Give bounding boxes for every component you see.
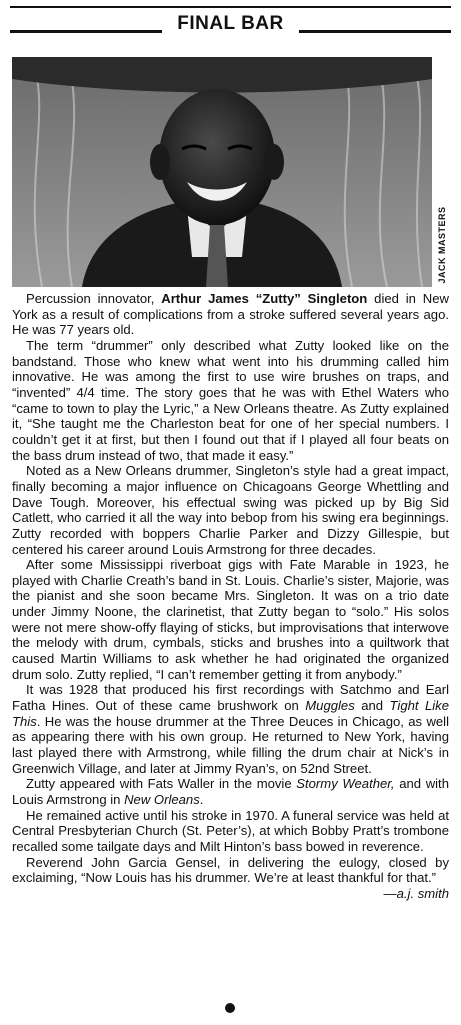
movie-title: New Orleans [124,792,200,807]
paragraph-4: After some Mississippi riverboat gigs with Fate Marable in 1923, he played with Charlie Creath’s band in St. Louis. Charlie’s sister, Majorie, was the pianist and she soon became Mrs. Singleton. It was on a trio date under Jimmy Noone, the clarinetist, that Zutty began to “solo.” His solos were not mere show-offy flaying of sticks, but improvisations that interwove the melody with drum, cymbals, sticks and brushes into a quiltwork that caused Martin Williams to ask whether he had originated the organized drum solo. Zutty replied, “I can’t remember getting it from anybody.” [12,557,449,682]
paragraph-2: The term “drummer” only described what Zutty looked like on the bandstand. Those who knew what went into his drumming called him innovative. He was among the first to use wire brushes on traps, and “invented” 4/4 time. The story goes that he was with Ethel Waters who “came to town to play the Lyric,” a New Orleans theatre. As Zutty explained it, “She taught me the Charleston beat for one of her special numbers. I couldn’t get it at first, but then I found out that if I played all four beats on the bass drum instead of two, that made it easy.” [12,337,449,463]
recording-title: Muggles [305,698,355,714]
recording-title: Tight Like This [12,698,449,729]
paragraph-8: Reverend John Garcia Gensel, in delivering the eulogy, closed by exclaiming, “Now Louis has his drummer. We’re at least thankful for that.” [12,854,449,886]
author-signature: —a.j. smith [383,885,449,901]
end-mark [225,1003,235,1013]
header-rule-top [10,6,451,8]
subject-name: Arthur James “Zutty” Singleton [161,291,368,306]
paragraph-6: Zutty appeared with Fats Waller in the movie Stormy Weather, and with Louis Armstrong in New Orleans. [12,776,449,807]
paragraph-5: It was 1928 that produced his first recordings with Satchmo and Earl Fatha Hines. Out of these came brushwork on Muggles and Tight Like This. He was the house drummer at the Three Deuces in Chicago, as well as appearing there with his own group. He returned to New York, having last played there with Armstrong, while filling the drum chair at Nick’s in Greenwich Village, and later at Jimmy Ryan’s, on 52nd Street. [12,682,449,776]
paragraph-3: Noted as a New Orleans drummer, Singleton’s style had a great impact, finally becoming a major influence on Chicagoans George Whettling and Dave Tough. Moreover, his effectual swing was picked up by Big Sid Catlett, who carried it all the way into bebop from his swing era beginnings. Zutty recorded with boppers Charlie Parker and Dizzy Gillespie, but centered his career around Louis Armstrong for three decades. [12,463,449,557]
section-title: FINAL BAR [177,13,284,34]
paragraph-7: He remained active until his stroke in 1970. A funeral service was held at Central Presbyterian Church (St. Peter’s), at which Bobby Pratt’s trombone recalled some tailgate days and Milt Hinton’s bass bowed in reverence. [12,807,449,854]
portrait-illustration [12,57,432,287]
photo-credit: JACK MASTERS [437,206,447,284]
movie-title: Stormy Weather, [296,776,395,792]
article-body [12,291,449,902]
paragraph-1: Percussion innovator, Arthur James “Zutty” Singleton died in New York as a result of complications from a stroke suffered several years ago. He was 77 years old. [12,291,449,338]
portrait-photo [12,57,432,287]
